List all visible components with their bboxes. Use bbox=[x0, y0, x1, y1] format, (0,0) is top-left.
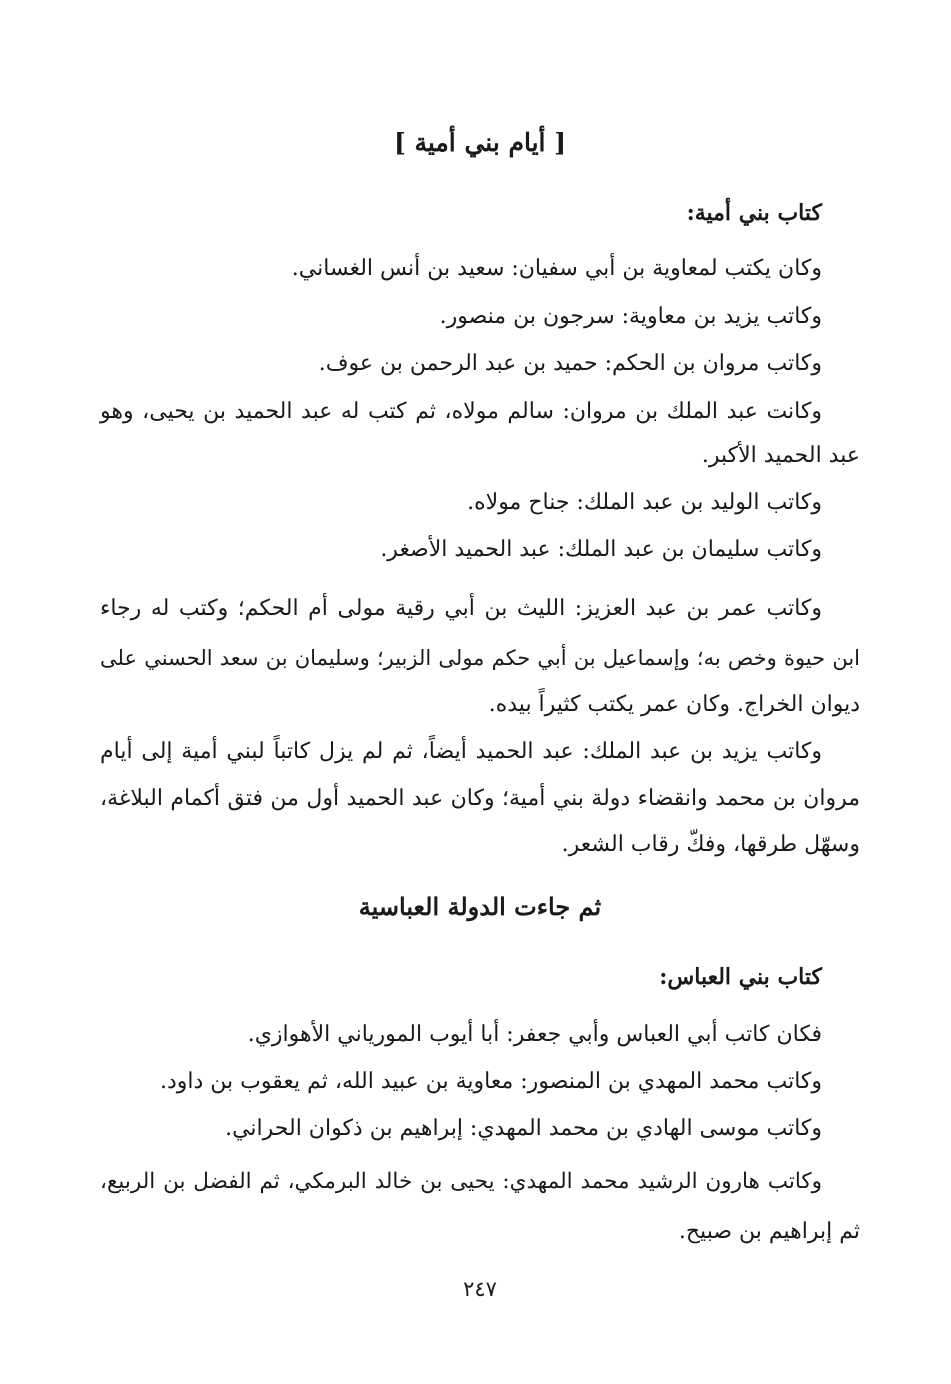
text-line: وكاتب يزيد بن معاوية: سرجون بن منصور. bbox=[439, 304, 822, 329]
umayyad-scribes-subheading: كتاب بني أمية: bbox=[686, 200, 822, 226]
text-line: وكاتب محمد المهدي بن المنصور: معاوية بن عبيد الله، ثم يعقوب بن داود. bbox=[159, 1069, 822, 1094]
text-line: وكاتب سليمان بن عبد الملك: عبد الحميد الأصغر. bbox=[380, 537, 822, 562]
text-line: مروان بن محمد وانقضاء دولة بني أمية؛ وكان عبد الحميد أول من فتق أكمام البلاغة، bbox=[100, 786, 860, 811]
text-line: عبد الحميد الأكبر. bbox=[701, 443, 860, 468]
text-line: وكاتب مروان بن الحكم: حميد بن عبد الرحمن بن عوف. bbox=[318, 351, 822, 376]
text-line: وكاتب عمر بن عبد العزيز: الليث بن أبي رقية مولى أم الحكم؛ وكتب له رجاء bbox=[100, 596, 822, 621]
text-line: ديوان الخراج. وكان عمر يكتب كثيراً بيده. bbox=[488, 692, 860, 717]
abbasid-scribes-subheading: كتاب بني العباس: bbox=[659, 964, 822, 990]
text-line: وكاتب هارون الرشيد محمد المهدي: يحيى بن خالد البرمكي، ثم الفضل بن الربيع، bbox=[100, 1169, 822, 1194]
text-line: ابن حيوة وخص به؛ وإسماعيل بن أبي حكم مولى الزبير؛ وسليمان بن سعد الحسني على bbox=[100, 646, 860, 670]
page-number: ٢٤٧ bbox=[463, 1277, 497, 1301]
text-line: وكاتب الوليد بن عبد الملك: جناح مولاه. bbox=[467, 490, 822, 515]
text-line: وكاتب موسى الهادي بن محمد المهدي: إبراهيم بن ذكوان الحراني. bbox=[225, 1116, 822, 1141]
text-line: ثم إبراهيم بن صبيح. bbox=[678, 1219, 860, 1244]
document-page bbox=[100, 0, 860, 1384]
text-line: وكاتب يزيد بن عبد الملك: عبد الحميد أيضاً، ثم لم يزل كاتباً لبني أمية إلى أيام bbox=[100, 739, 822, 764]
text-line: وكانت عبد الملك بن مروان: سالم مولاه، ثم كتب له عبد الحميد بن يحيى، وهو bbox=[100, 399, 822, 424]
abbasid-heading: ثم جاءت الدولة العباسية bbox=[358, 892, 602, 921]
text-line: وكان يكتب لمعاوية بن أبي سفيان: سعيد بن أنس الغساني. bbox=[291, 256, 822, 281]
text-line: فكان كاتب أبي العباس وأبي جعفر: أبا أيوب المورياني الأهوازي. bbox=[247, 1022, 822, 1047]
section-title: [ أيام بني أمية ] bbox=[393, 128, 567, 157]
text-line: وسهّل طرقها، وفكّ رقاب الشعر. bbox=[561, 832, 860, 857]
